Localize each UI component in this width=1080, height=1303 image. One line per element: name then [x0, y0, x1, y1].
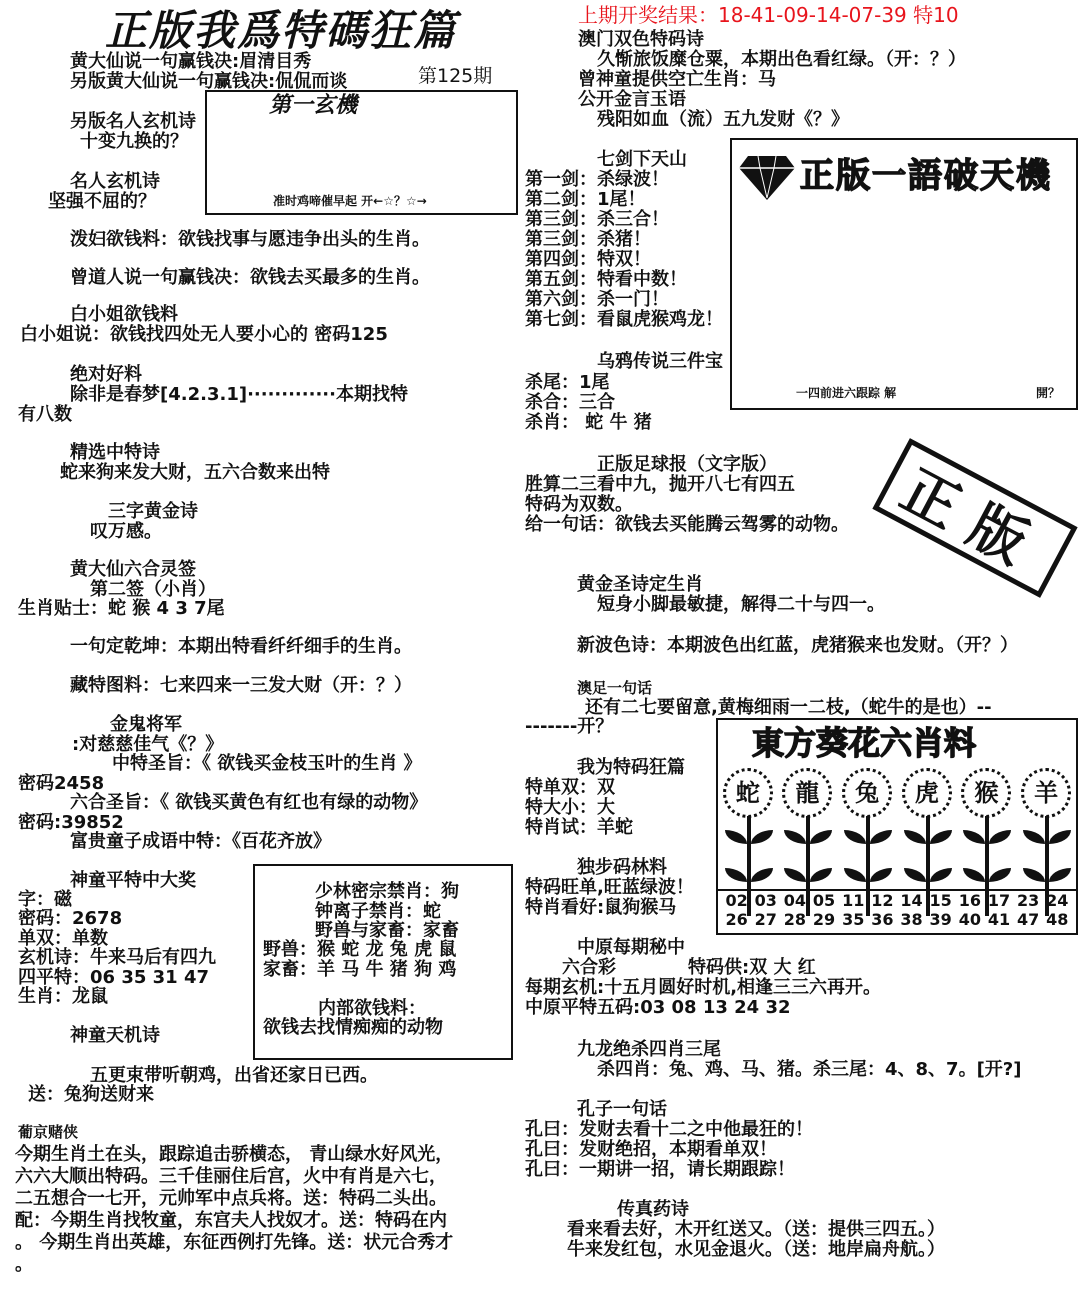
text-line: 单双：单数 [18, 928, 108, 949]
zodiac-char: 虎 [902, 768, 952, 818]
box-footer: 准时鸡啼催早起 开←☆？☆→ [273, 194, 427, 208]
section-title: 九龙绝杀四肖三尾 [577, 1039, 721, 1060]
number-cell: 39 [929, 910, 952, 929]
text-line: 野兽与家畜：家畜 [315, 920, 459, 941]
text-line: 第三剑：杀三合！ [525, 209, 669, 230]
text-line: 钟离子禁肖：蛇 [315, 901, 441, 922]
text-line: 富贵童子成语中特：《百花齐放》 [70, 831, 331, 852]
text-line: 特码供:双 大 红 [688, 957, 816, 978]
text-line: 今期生肖土在头，跟踪追击骄横态， 青山绿水好风光， [15, 1144, 454, 1165]
section-title: 我为特码狂篇 [577, 757, 685, 778]
text-line: 少林密宗禁肖：狗 [315, 881, 459, 902]
text-line: 看来看去好，木开红送又。（送：提供三四五。） [567, 1219, 945, 1240]
text-line: 还有二七要留意,黄梅细雨一二枝,（蛇牛的是也）-- [585, 697, 992, 718]
section-title: 中原每期秘中 [577, 937, 685, 958]
section-title: 神童平特中大奖 [70, 870, 196, 891]
number-cell: 27 [754, 910, 777, 929]
text-line: 第七剑：看鼠虎猴鸡龙！ [525, 309, 723, 330]
text-line: 配：今期生肖找牧童，东宫夫人找奴才。送：特码在内 [15, 1210, 447, 1231]
section-title: 葡京赌侠 [18, 1123, 79, 1141]
sunflower-zodiac-box [716, 718, 1078, 935]
text-line: 玄机诗：牛来马后有四九 [18, 947, 216, 968]
text-line: 特肖试：羊蛇 [525, 817, 633, 838]
text-line: 短身小脚最敏捷，解得二十与四一。 [597, 594, 885, 615]
text-line: 家畜：羊 马 牛 猪 狗 鸡 [263, 959, 457, 980]
section-title: 三字黄金诗 [108, 501, 198, 522]
section-title: 名人玄机诗 [70, 171, 160, 192]
genuine-stamp: 正版 [872, 438, 1077, 598]
diamond-icon [738, 154, 796, 202]
number-cell: 17 [987, 891, 1011, 910]
box-title: 正版一語破天機 [800, 156, 1052, 196]
text-line: 十变九换的？ [80, 131, 188, 152]
text-line: 特单双：双 [525, 777, 615, 798]
text-line: 第一剑：杀绿波！ [525, 169, 669, 190]
text-line: -------开？ [525, 716, 614, 737]
text-line: 杀尾：1尾 [525, 372, 610, 393]
one-word-box [730, 138, 1078, 410]
zodiac-char: 蛇 [723, 768, 773, 818]
text-line: 第二剑：1尾！ [525, 189, 646, 210]
text-line: 孔曰：一期讲一招，请长期跟踪！ [525, 1159, 795, 1180]
huang-line-2: 另版黄大仙说一句赢钱决:侃侃而谈 [70, 71, 348, 92]
text-line: 密码2458 [18, 773, 105, 794]
zodiac-char: 猴 [961, 768, 1011, 818]
number-cell: 24 [1046, 891, 1069, 910]
section-title: 澳门双色特码诗 [578, 29, 704, 50]
section-title: 金鬼将军 [110, 714, 182, 735]
text-line: 特肖看好:鼠狗猴马 [525, 897, 677, 918]
text-line: 第四剑：特双！ [525, 249, 651, 270]
issue-number: 第125期 [418, 65, 493, 87]
text-line: 蛇来狗来发大财，五六合数来出特 [60, 462, 330, 483]
number-cell: 47 [1017, 910, 1040, 929]
text-line: 久惭旅饭糜仓粟，本期出色看红绿。（开：？） [597, 49, 966, 70]
number-cell: 05 [812, 891, 836, 910]
text-line: 生肖：龙鼠 [18, 986, 108, 1007]
text-line: 野兽：猴 蛇 龙 兔 虎 鼠 [263, 939, 457, 960]
section-title: 白小姐欲钱料 [70, 304, 178, 325]
box-title: 東方葵花六肖料 [752, 724, 977, 762]
text-line: 叹万感。 [90, 521, 162, 542]
text-line: 特大小：大 [525, 797, 615, 818]
huang-line-1: 黄大仙说一句赢钱决:眉清目秀 [70, 51, 312, 72]
text-line: 泼妇欲钱料：欲钱找事与愿违争出头的生肖。 [70, 229, 430, 250]
text-line: 坚强不屈的？ [48, 191, 156, 212]
text-line: 中原平特五码:03 08 13 24 32 [525, 997, 791, 1018]
section-title: 澳足一句话 [577, 679, 653, 697]
text-line: 第二签（小肖） [90, 579, 216, 600]
text-line: 送：兔狗送财来 [28, 1084, 154, 1105]
text-line: 一句定乾坤：本期出特看纤纤细手的生肖。 [70, 636, 412, 657]
number-cell: 28 [783, 910, 807, 929]
section-title: 精选中特诗 [70, 442, 160, 463]
text-line: 孔曰：发财绝招，本期看单双！ [525, 1139, 777, 1160]
text-line: 藏特图料：七来四来一三发大财（开：？） [70, 675, 412, 696]
text-line: 第三剑：杀猪！ [525, 229, 651, 250]
number-cell: 41 [987, 910, 1011, 929]
box-footer-right: 開？ [1036, 386, 1061, 400]
number-cell: 12 [871, 891, 894, 910]
number-cell: 35 [842, 910, 865, 929]
text-line: 中特圣旨：《 欲钱买金枝玉叶的生肖 》 [112, 753, 422, 774]
box-footer: 一四前进六跟踪 解 [796, 386, 897, 400]
text-line: 生肖贴士：蛇 猴 4 3 7尾 [18, 598, 225, 619]
section-title: 传真药诗 [617, 1199, 689, 1220]
text-line: 每期玄机:十五月圆好时机,相逢三三六再开。 [525, 977, 882, 998]
text-line: 。 [15, 1254, 33, 1275]
text-line: 六合圣旨：《 欲钱买黄色有红也有绿的动物》 [70, 792, 428, 813]
zodiac-char: 龍 [782, 768, 832, 818]
text-line: 第六剑：杀一门！ [525, 289, 669, 310]
number-cell: 23 [1017, 891, 1040, 910]
number-cell: 48 [1046, 910, 1069, 929]
zodiac-char: 羊 [1021, 768, 1071, 818]
forbidden-zodiac-box [253, 864, 513, 1060]
text-line: 白小姐说：欲钱找四处无人要小心的 密码125 [20, 324, 388, 345]
section-title: 绝对好料 [70, 364, 142, 385]
number-cell: 29 [812, 910, 836, 929]
section-title: 黄金圣诗定生肖 [577, 574, 703, 595]
number-cell: 16 [958, 891, 981, 910]
text-line: 特码为双数。 [525, 494, 633, 515]
number-cell: 14 [900, 891, 923, 910]
text-line: 二五想合一七开，元帅军中点兵将。送：特码二头出。 [15, 1188, 447, 1209]
text-line: 密码:39852 [18, 812, 124, 833]
text-line: 杀合：三合 [525, 392, 615, 413]
section-title: 乌鸦传说三件宝 [597, 351, 723, 372]
text-line: 曾道人说一句赢钱决：欲钱去买最多的生肖。 [70, 267, 430, 288]
text-line: 六合彩 [562, 957, 616, 978]
number-cell: 40 [958, 910, 981, 929]
text-line: 。 今期生肖出英雄，东征西例打先锋。送：状元合秀才 [15, 1232, 454, 1253]
text-line: 特码旺单,旺蓝绿波！ [525, 877, 694, 898]
page-title: 正版我爲特碼狂篇 [105, 6, 458, 55]
text-line: 密码：2678 [18, 908, 123, 929]
section-title: 黄大仙六合灵签 [70, 559, 196, 580]
text-line: 给一句话：欲钱去买能腾云驾雾的动物。 [525, 514, 849, 535]
number-grid [718, 889, 1076, 933]
text-line: 孔曰：发财去看十二之中他最狂的！ [525, 1119, 813, 1140]
text-line: 除非是春梦[4.2.3.1]·············本期找特 [70, 384, 408, 405]
section-title: 神童天机诗 [70, 1025, 160, 1046]
text-line: 欲钱去找情痴痴的动物 [263, 1017, 443, 1038]
text-line: 字：磁 [18, 889, 72, 910]
section-title: 独步码林料 [577, 857, 667, 878]
text-line: 杀肖： 蛇 牛 猪 [525, 412, 652, 433]
number-cell: 02 [725, 891, 748, 910]
section-title: 正版足球报（文字版） [597, 454, 777, 475]
text-line: 新波色诗：本期波色出红蓝，虎猪猴来也发财。（开？） [577, 635, 1018, 656]
text-line: 四平特：06 35 31 47 [18, 967, 209, 988]
text-line: :对慈慈佳气《？》 [72, 734, 224, 755]
number-cell: 04 [783, 891, 807, 910]
text-line: 曾神童提供空亡生肖：马 [578, 69, 776, 90]
text-line: 胜算二三看中九，抛开八七有四五 [525, 474, 795, 495]
text-line: 第五剑：特看中数！ [525, 269, 687, 290]
text-line: 牛来发红包，水见金退火。（送：地岸扁舟航。） [567, 1239, 945, 1260]
number-cell: 38 [900, 910, 923, 929]
text-line: 五更束带听朝鸡，出省还家日已西。 [90, 1065, 378, 1086]
zodiac-char: 兔 [842, 768, 892, 818]
text-line: 有八数 [18, 404, 72, 425]
number-cell: 15 [929, 891, 952, 910]
section-title: 孔子一句话 [577, 1099, 667, 1120]
number-cell: 26 [725, 910, 748, 929]
text-line: 杀四肖：兔、鸡、马、猪。杀三尾：4、8、7。[开?] [597, 1059, 1022, 1080]
section-title: 公开金言玉语 [578, 89, 686, 110]
last-draw-result: 上期开奖结果：18-41-09-14-07-39 特10 [578, 3, 959, 27]
number-cell: 03 [754, 891, 777, 910]
number-row [718, 910, 1076, 929]
section-title: 七剑下天山 [597, 149, 687, 170]
section-title: 内部欲钱料： [318, 998, 426, 1019]
first-mystery-box [205, 90, 518, 215]
number-cell: 36 [871, 910, 894, 929]
number-row [718, 891, 1076, 910]
number-cell: 11 [842, 891, 865, 910]
text-line: 残阳如血（流）五九发财《？》 [597, 109, 849, 130]
section-title: 另版名人玄机诗 [70, 111, 196, 132]
box-title: 第一玄機 [269, 93, 358, 118]
text-line: 六六大顺出特码。三千佳丽住后宫，火中有肖是六七， [15, 1166, 447, 1187]
